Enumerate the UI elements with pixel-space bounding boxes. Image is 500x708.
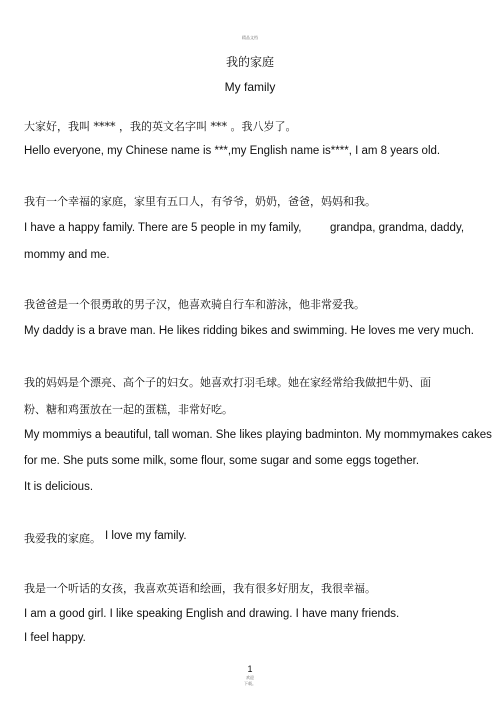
paragraph-4-english-line-1: My mommiys a beautiful, tall woman. She likes playing badminton. My mommymakes cakes: [24, 429, 492, 441]
paragraph-2-english-line-2: mommy and me.: [24, 249, 110, 261]
paragraph-4-chinese-line-2: 粉、糖和鸡蛋放在一起的蛋糕，非常好吃。: [24, 403, 233, 416]
paragraph-3-chinese: 我爸爸是一个很勇敢的男子汉，他喜欢骑自行车和游泳，他非常爱我。: [24, 298, 365, 311]
paragraph-5-english: I love my family.: [105, 530, 187, 542]
page-title-english: My family: [224, 80, 276, 94]
footer-small-line-2: 下载。: [244, 681, 256, 686]
paragraph-4-chinese-line-1: 我的妈妈是个漂亮、高个子的妇女。她喜欢打羽毛球。她在家经常给我做把牛奶、面: [24, 376, 431, 389]
paragraph-6-english-line-1: I am a good girl. I like speaking English and drawing. I have many friends.: [24, 608, 400, 620]
paragraph-3-english: My daddy is a brave man. He likes ridding bikes and swimming. He loves me very much.: [24, 325, 474, 337]
page-title-chinese: 我的家庭: [225, 55, 274, 69]
footer-small-line-1: 欢迎: [246, 675, 254, 680]
paragraph-5-chinese: 我爱我的家庭。: [24, 532, 101, 545]
paragraph-6-chinese: 我是一个听话的女孩，我喜欢英语和绘画，我有很多好朋友，我很幸福。: [24, 582, 376, 595]
paragraph-2-chinese: 我有一个幸福的家庭，家里有五口人，有爷爷，奶奶，爸爸，妈妈和我。: [24, 195, 376, 208]
paragraph-4-english-line-3: It is delicious.: [24, 481, 94, 493]
paragraph-1-chinese: 大家好，我叫 **** ，我的英文名字叫 *** 。我八岁了。: [24, 120, 297, 133]
page-number: 1: [247, 664, 253, 674]
paragraph-2-english-line-1: I have a happy family. There are 5 people in my family,: [24, 222, 302, 234]
paragraph-6-english-line-2: I feel happy.: [24, 632, 86, 644]
paragraph-2-english-line-1b: grandpa, grandma, daddy,: [330, 222, 465, 234]
paragraph-4-english-line-2: for me. She puts some milk, some flour, some sugar and some eggs together.: [24, 455, 420, 467]
header-small-text: 精品文档: [242, 35, 258, 40]
paragraph-1-english: Hello everyone, my Chinese name is ***,my English name is****, I am 8 years old.: [24, 145, 441, 157]
